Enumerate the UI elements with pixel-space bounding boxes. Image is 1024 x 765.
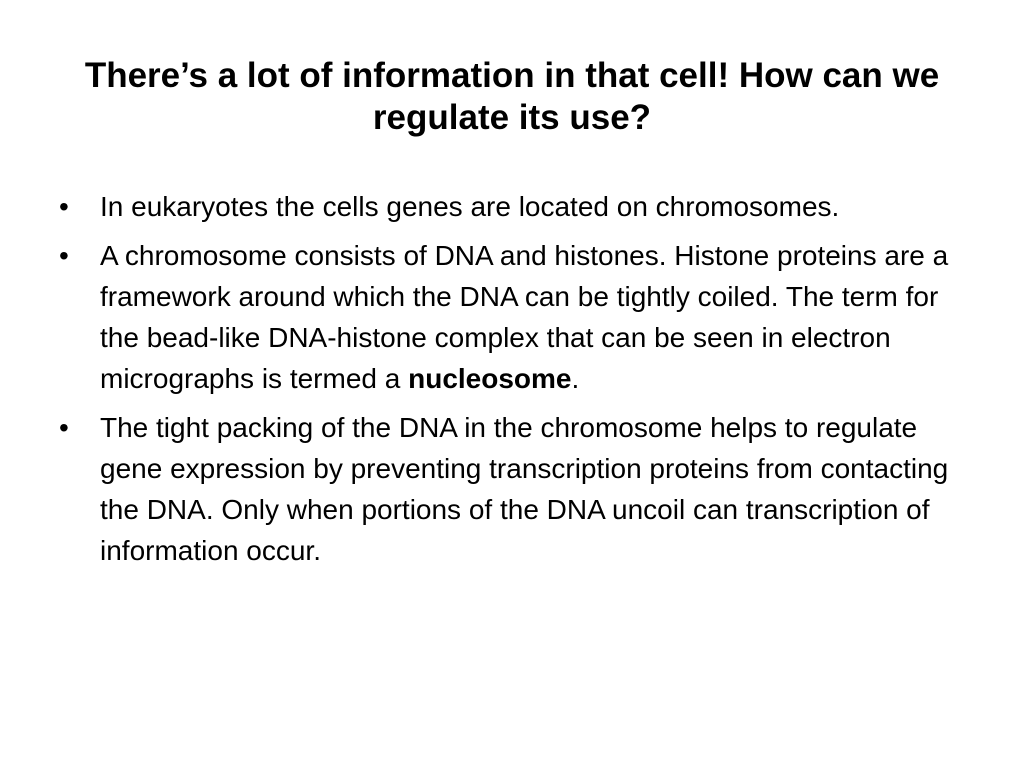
bullet-text-end: .	[571, 363, 580, 394]
bullet-text: In eukaryotes the cells genes are located on chromosomes.	[100, 191, 840, 222]
bullet-item-genes-location	[56, 186, 961, 227]
bullet-text: A chromosome consists of DNA and histones. Histone proteins are a framework around which the DNA can be tightly coiled. The term for the bead-like DNA-histone complex that can be seen in electron micrographs is termed a	[100, 240, 949, 394]
nucleosome-term: nucleosome	[408, 363, 572, 394]
bullet-list	[56, 186, 961, 579]
bullet-marker: •	[59, 240, 69, 271]
bullet-item-gene-regulation	[56, 407, 961, 571]
bullet-text: The tight packing of the DNA in the chromosome helps to regulate gene expression by preventing transcription proteins from contacting the DNA. Only when portions of the DNA uncoil can transcription of information occur.	[100, 412, 949, 566]
bullet-marker: •	[59, 191, 69, 222]
bullet-item-chromosome-composition	[56, 235, 961, 399]
bullet-marker: •	[59, 412, 69, 443]
slide-title: There’s a lot of information in that cell! How can we regulate its use?	[84, 56, 940, 137]
